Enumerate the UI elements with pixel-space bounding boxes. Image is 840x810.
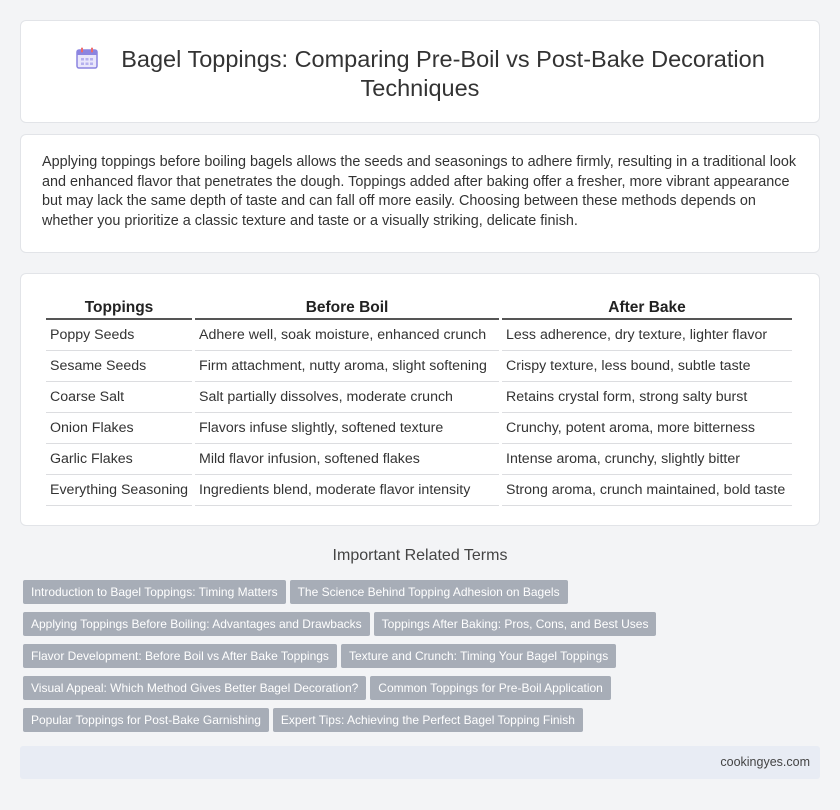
table-header-row [46,297,792,320]
comparison-table [43,297,795,506]
title-line-2: Techniques [360,75,480,101]
cell-topping: Garlic Flakes [46,444,192,475]
footer-site-link[interactable]: cookingyes.com [720,755,810,769]
cell-topping: Coarse Salt [46,382,192,413]
cell-topping: Everything Seasoning [46,475,192,506]
cell-before-boil: Flavors infuse slightly, softened texture [195,413,499,444]
related-tag[interactable]: Texture and Crunch: Timing Your Bagel Toppings [341,644,616,668]
header-after-bake: After Bake [502,297,792,320]
calendar-icon [75,46,99,70]
table-row [46,351,792,382]
cell-before-boil: Salt partially dissolves, moderate crunch [195,382,499,413]
header-toppings: Toppings [46,297,192,320]
table-row [46,382,792,413]
cell-after-bake: Less adherence, dry texture, lighter flavor [502,320,792,351]
header-card [20,20,820,123]
cell-before-boil: Adhere well, soak moisture, enhanced crunch [195,320,499,351]
related-tag[interactable]: The Science Behind Topping Adhesion on Bagels [290,580,568,604]
related-tag[interactable]: Popular Toppings for Post-Bake Garnishing [23,708,269,732]
cell-before-boil: Mild flavor infusion, softened flakes [195,444,499,475]
tag-row [23,612,660,636]
tag-row [23,708,587,732]
intro-card [20,134,820,253]
table-row [46,413,792,444]
cell-before-boil: Firm attachment, nutty aroma, slight softening [195,351,499,382]
cell-topping: Sesame Seeds [46,351,192,382]
tag-row [23,644,620,668]
related-tag[interactable]: Expert Tips: Achieving the Perfect Bagel Topping Finish [273,708,583,732]
tag-row [23,676,615,700]
table-card [20,273,820,526]
related-tag[interactable]: Applying Toppings Before Boiling: Advantages and Drawbacks [23,612,370,636]
cell-topping: Onion Flakes [46,413,192,444]
related-terms-title: Important Related Terms [332,547,508,564]
intro-paragraph: Applying toppings before boiling bagels allows the seeds and seasonings to adhere firmly, resulting in a traditional look and enhanced flavor that penetrates the dough. Toppings added after baking offer a fresher, more vibrant appearance but may lack the same depth of taste and can fall off more easily. Choosing between these methods depends on whether you prioritize a classic texture and taste or a visually striking, delicate finish. [42,154,797,229]
tag-row [23,580,572,604]
cell-topping: Poppy Seeds [46,320,192,351]
cell-after-bake: Crunchy, potent aroma, more bitterness [502,413,792,444]
related-tag[interactable]: Toppings After Baking: Pros, Cons, and Best Uses [374,612,657,636]
related-tag[interactable]: Visual Appeal: Which Method Gives Better Bagel Decoration? [23,676,366,700]
cell-after-bake: Crispy texture, less bound, subtle taste [502,351,792,382]
title-line-1: Bagel Toppings: Comparing Pre-Boil vs Post-Bake Decoration [121,46,765,72]
cell-after-bake: Retains crystal form, strong salty burst [502,382,792,413]
related-tag[interactable]: Common Toppings for Pre-Boil Application [370,676,611,700]
cell-before-boil: Ingredients blend, moderate flavor intensity [195,475,499,506]
cell-after-bake: Strong aroma, crunch maintained, bold taste [502,475,792,506]
table-row [46,444,792,475]
related-tag[interactable]: Introduction to Bagel Toppings: Timing Matters [23,580,286,604]
related-tag[interactable]: Flavor Development: Before Boil vs After Bake Toppings [23,644,337,668]
table-row [46,320,792,351]
page-title [21,45,819,103]
footer [20,746,820,779]
header-before-boil: Before Boil [195,297,499,320]
cell-after-bake: Intense aroma, crunchy, slightly bitter [502,444,792,475]
table-row [46,475,792,506]
